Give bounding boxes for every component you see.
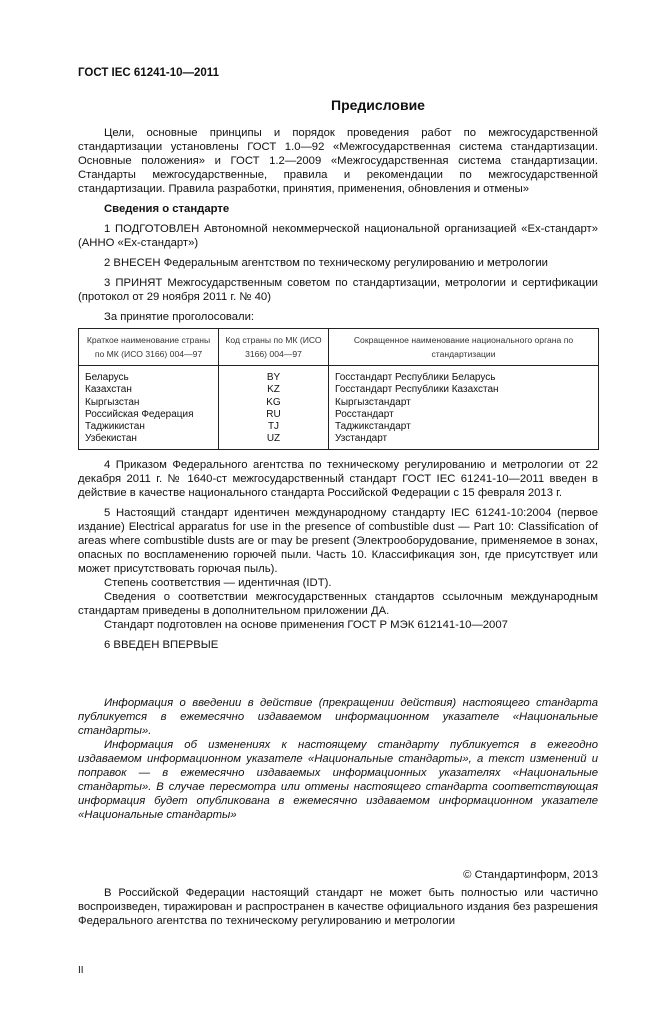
code-cell: RU	[219, 409, 329, 421]
table-row	[79, 433, 599, 449]
code-cell: KG	[219, 397, 329, 409]
country-cell: Таджикистан	[79, 421, 219, 433]
notice-2: Информация об изменениях к настоящему стандарту публикуется в ежегодно издаваемом информационном указателе «Национальные стандарты», а текст изменений и поправок — в ежемесячно издаваемых информационных указателях «Национальные стандарты». В случае пересмотра или отмены настоящего стандарта соответствующая информация будет опубликована в ежемесячно издаваемом информационном указателе «Национальные стандарты»	[78, 738, 598, 821]
table-row	[79, 409, 599, 421]
column-header: Код страны по МК (ИСО 3166) 004—97	[219, 329, 329, 366]
code-cell: TJ	[219, 421, 329, 433]
body-cell: Госстандарт Республики Беларусь	[329, 366, 599, 385]
info-heading: Сведения о стандарте	[104, 203, 230, 215]
table-row	[79, 397, 599, 409]
code-cell: KZ	[219, 384, 329, 396]
body-cell: Узстандарт	[329, 433, 599, 449]
item-2: 2 ВНЕСЕН Федеральным агентством по техническому регулированию и метрологии	[104, 257, 548, 269]
table-row	[79, 384, 599, 396]
intro-paragraph: Цели, основные принципы и порядок проведения работ по межгосударственной стандартизации установлены ГОСТ 1.0—92 «Межгосударственная система стандартизации. Основные положения» и ГОСТ 1.2—2009 «Межгосударственная система стандартизации. Стандарты межгосударственные, правила и рекомендации по межгосударственной стандартизации. Правила разработки, принятия, применения, обновления и отмены»	[78, 127, 598, 195]
item-4: 4 Приказом Федерального агентства по техническому регулированию и метрологии от 22 декабря 2011 г. № 1640-ст межгосударственный стандарт ГОСТ IEC 61241-10—2011 введен в действие в качестве национального стандарта Российской Федерации с 15 февраля 2013 г.	[78, 458, 598, 499]
page-number: II	[78, 964, 84, 976]
table-row	[79, 421, 599, 433]
item-5: 5 Настоящий стандарт идентичен международному стандарту IEC 61241-10:2004 (первое издание) Electrical apparatus for use in the presence of combustible dust — Part 10: Classification of areas where combustible dusts are or may be present (Электрооборудование, применяемое в зонах, опасных по воспламенению горючей пыли. Часть 10. Классификация зон, где присутствует или может присутствовать горючая пыль).	[78, 506, 598, 575]
notice-block	[78, 696, 598, 822]
item-6: 6 ВВЕДЕН ВПЕРВЫЕ	[104, 638, 219, 651]
voted-label: За принятие проголосовали:	[104, 311, 255, 323]
body-cell: Росстандарт	[329, 409, 599, 421]
rights-notice: В Российской Федерации настоящий стандарт не может быть полностью или частично воспроизведен, тиражирован и распространен в качестве официального издания без разрешения Федерального агентства по техническому регулированию и метрологии	[78, 886, 598, 927]
country-cell: Российская Федерация	[79, 409, 219, 421]
country-cell: Беларусь	[79, 366, 219, 385]
table-row	[79, 366, 599, 385]
body-cell: Таджикстандарт	[329, 421, 599, 433]
body-cell: Кыргызстандарт	[329, 397, 599, 409]
country-cell: Кыргызстан	[79, 397, 219, 409]
page-title: Предисловие	[331, 97, 425, 113]
document-header: ГОСТ IEC 61241-10—2011	[78, 67, 219, 79]
column-header: Сокращенное наименование национального органа по стандартизации	[329, 329, 599, 366]
item-3: 3 ПРИНЯТ Межгосударственным советом по стандартизации, метрологии и сертификации (протокол от 29 ноября 2011 г. № 40)	[78, 277, 598, 303]
item-1: 1 ПОДГОТОВЛЕН Автономной некоммерческой национальной организацией «Ех-стандарт» (АННО «Ех-стандарт»)	[78, 223, 598, 249]
notice-1: Информация о введении в действие (прекращении действия) настоящего стандарта публикуется в ежемесячно издаваемом информационном указателе «Национальные стандарты».	[78, 696, 598, 737]
body-cell: Госстандарт Республики Казахстан	[329, 384, 599, 396]
item-5-basis: Стандарт подготовлен на основе применения ГОСТ Р МЭК 612141-10—2007	[104, 618, 508, 631]
copyright: © Стандартинформ, 2013	[463, 868, 598, 881]
code-cell: UZ	[219, 433, 329, 449]
code-cell: BY	[219, 366, 329, 385]
column-header: Краткое наименование страны по МК (ИСО 3166) 004—97	[79, 329, 219, 366]
item-5-block	[78, 506, 598, 632]
item-5-degree: Степень соответствия — идентичная (IDT).	[104, 576, 332, 589]
country-cell: Узбекистан	[79, 433, 219, 449]
voting-table	[78, 328, 599, 450]
item-5-refs: Сведения о соответствии межгосударственных стандартов ссылочным международным стандартам приведены в дополнительном приложении ДА.	[78, 590, 598, 617]
country-cell: Казахстан	[79, 384, 219, 396]
